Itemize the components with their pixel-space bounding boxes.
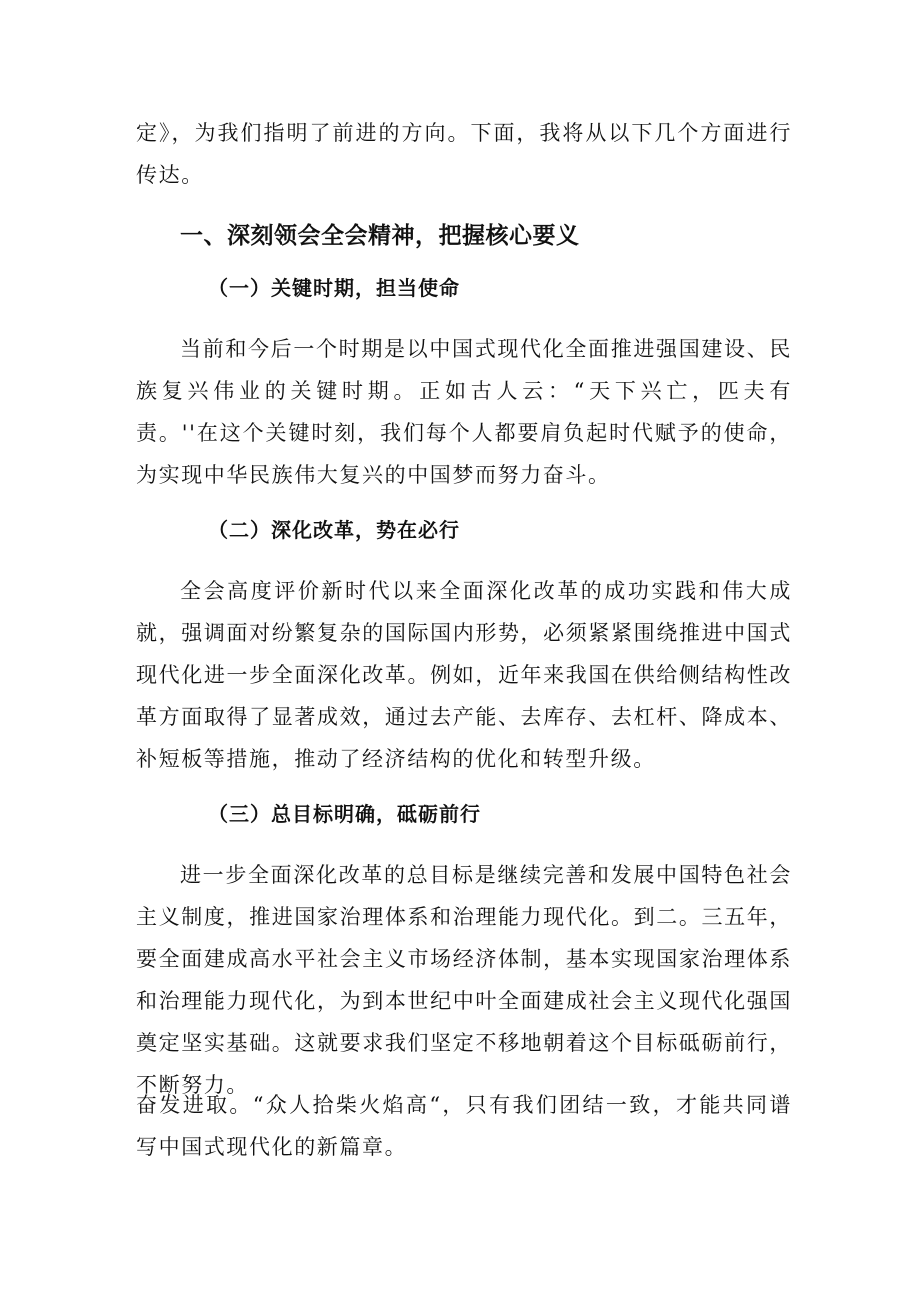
- section-heading: 一、深刻领会全会精神，把握核心要义: [180, 223, 580, 249]
- subsection-body-1: 当前和今后一个时期是以中国式现代化全面推进强国建设、民族复兴伟业的关键时期。正如古人云：“天下兴亡，匹夫有责。''在这个关键时刻，我们每个人都要肩负起时代赋予的使命，为实现中华民族伟大复兴的中国梦而努力奋斗。: [136, 337, 792, 487]
- subsection-heading-1: （一）关键时期，担当使命: [208, 276, 460, 300]
- subsection-body-2: 全会高度评价新时代以来全面深化改革的成功实践和伟大成就，强调面对纷繁复杂的国际国内形势，必须紧紧围绕推进中国式现代化进一步全面深化改革。例如，近年来我国在供给侧结构性改革方面取得了显著成效，通过去产能、去库存、去杠杆、降成本、补短板等措施，推动了经济结构的优化和转型升级。: [136, 579, 792, 771]
- subsection-heading-3: （三）总目标明确，砥砺前行: [208, 802, 481, 826]
- subsection-heading-2: （二）深化改革，势在必行: [208, 518, 460, 542]
- closing-paragraph: 奋发进取。“众人拾柴火焰高“，只有我们团结一致，才能共同谱写中国式现代化的新篇章。: [136, 1093, 792, 1159]
- continuation-paragraph: 定》，为我们指明了前进的方向。下面，我将从以下几个方面进行传达。: [136, 121, 792, 187]
- subsection-body-3: 进一步全面深化改革的总目标是继续完善和发展中国特色社会主义制度，推进国家治理体系和治理能力现代化。到二。三五年，要全面建成高水平社会主义市场经济体制，基本实现国家治理体系和治理能力现代化，为到本世纪中叶全面建成社会主义现代化强国奠定坚实基础。这就要求我们坚定不移地朝着这个目标砥砺前行，不断努力。: [136, 863, 792, 1097]
